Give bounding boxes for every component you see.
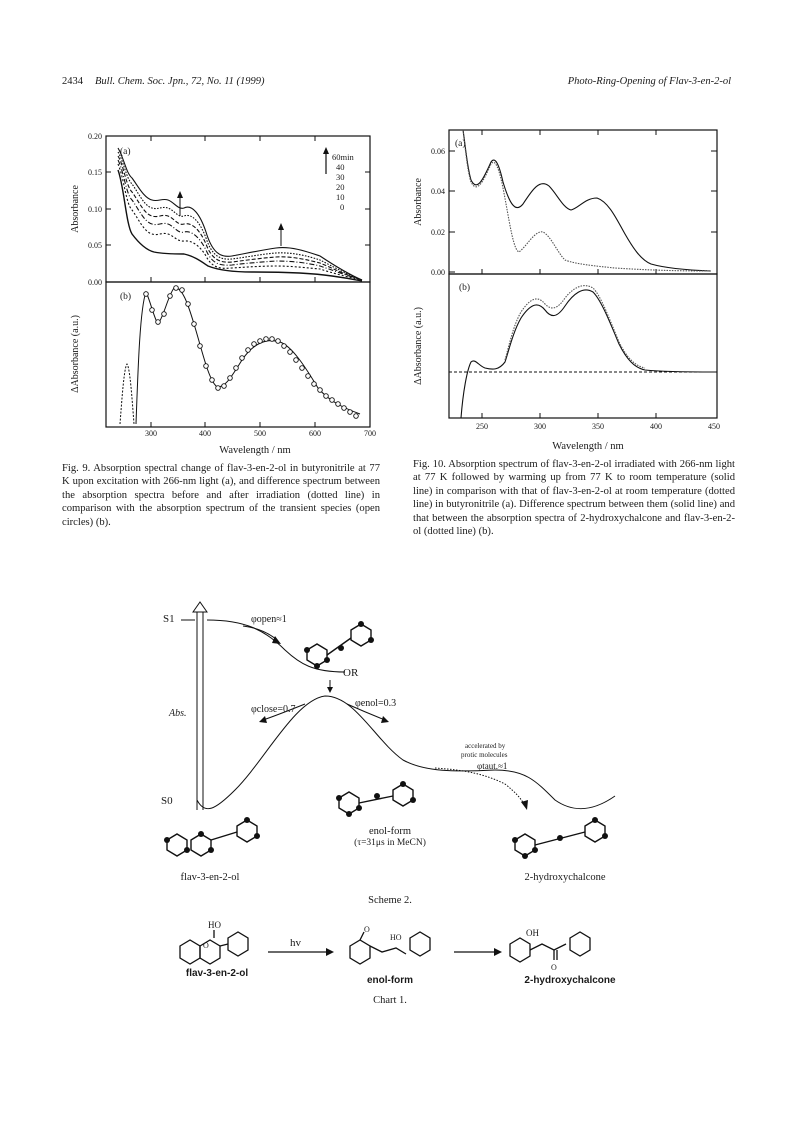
phi-open-label: φopen≈1: [251, 614, 287, 625]
phi-taut-label: φtaut.≈1: [477, 761, 508, 771]
fig9-legend-item: 0: [340, 202, 345, 212]
running-title: Photo-Ring-Opening of Flav-3-en-2-ol: [567, 76, 731, 87]
fig9-xtick: 700: [364, 429, 376, 438]
fig10-plot: [405, 122, 735, 432]
journal-citation: Bull. Chem. Soc. Jpn., 72, No. 11 (1999): [95, 76, 265, 87]
fig10-xtick: 250: [476, 422, 488, 431]
chart1-enol-oxygen: O: [364, 925, 370, 934]
chart1-carbonyl-o: O: [551, 963, 557, 972]
fig10-xtick: 400: [650, 422, 662, 431]
or-label: OR: [343, 667, 359, 679]
fig9-xtick: 400: [199, 429, 211, 438]
fig9-ylabel-b: ΔAbsorbance (a.u.): [70, 315, 81, 393]
chart1-oh: OH: [526, 928, 539, 938]
fig10-xtick: 450: [708, 422, 720, 431]
fig9-ytick: 0.00: [88, 278, 102, 287]
fig10-ytick: 0.02: [431, 228, 445, 237]
fig9-ytick: 0.20: [88, 132, 102, 141]
enol-form-label: enol-form: [369, 826, 411, 837]
accelerated-label: accelerated by: [465, 742, 506, 750]
fig10-caption: Fig. 10. Absorption spectrum of flav-3-en-2-ol irradiated with 266-nm light at 77 K followed by warming up from 77 K to room temperature (solid line) in comparison with that of flav-3-en-2-ol at room temperature (dotted line) in butyronitrile (a). Difference spectrum between them (solid line) and that between the absorption spectra of 2-hydroxychalcone and flav-3-en-2-ol (dotted line) (b).: [413, 459, 735, 538]
fig9-legend-item: 20: [336, 182, 345, 192]
fig9-plot: [62, 128, 382, 468]
scheme2-caption: Scheme 2.: [368, 895, 412, 906]
fig10-ytick: 0.06: [431, 147, 445, 156]
phi-close-label: φclose=0.7: [251, 704, 296, 715]
fig10-xtick: 300: [534, 422, 546, 431]
fig9-xtick: 600: [309, 429, 321, 438]
fig9-legend-item: 30: [336, 172, 345, 182]
fig9-legend-item: 60min: [332, 152, 354, 162]
fig9-xtick: 500: [254, 429, 266, 438]
fig9-xtick: 300: [145, 429, 157, 438]
fig10-xtick: 350: [592, 422, 604, 431]
enol-lifetime-label: (τ=31μs in MeCN): [354, 838, 426, 848]
chart1-enol-label: enol-form: [366, 975, 414, 986]
chart1-ring-oxygen: O: [203, 941, 209, 950]
fig10-ytick: 0.04: [431, 187, 445, 196]
scheme-flavenol-label: flav-3-en-2-ol: [180, 872, 240, 883]
fig9-legend-item: 10: [336, 192, 345, 202]
protic-label: protic molecules: [461, 751, 508, 759]
fig9-xlabel: Wavelength / nm: [219, 445, 291, 456]
fig9-panel-b-label: (b): [120, 292, 132, 302]
hv-label: hv: [290, 937, 301, 949]
phi-enol-label: φenol=0.3: [355, 698, 397, 709]
or-molecule-sketch: [307, 624, 371, 666]
fig9-ylabel-a: Absorbance: [70, 185, 81, 233]
chart1-flavenol-label: flav-3-en-2-ol: [185, 968, 249, 979]
fig9-ytick: 0.05: [88, 241, 102, 250]
fig9-ytick: 0.10: [88, 205, 102, 214]
s1-label: S1: [163, 613, 175, 625]
fig9-caption: Fig. 9. Absorption spectral change of flav-3-en-2-ol in butyronitrile at 77 K upon excitation with 266-nm light (a), and difference spectrum between the absorption spectra before and after irradiation (dotted line) in comparison with the absorption spectrum of the transient species (open circles) (b).: [62, 463, 380, 528]
fig10-xlabel: Wavelength / nm: [552, 441, 624, 452]
chart1-chalcone-label: 2-hydroxychalcone: [524, 975, 616, 986]
fig10-ylabel-b: ΔAbsorbance (a.u.): [413, 307, 424, 385]
enol-molecule-sketch: [339, 784, 413, 814]
abs-label: Abs.: [169, 708, 187, 719]
fig10-ytick: 0.00: [431, 268, 445, 277]
chart1-ho-flavenol: HO: [208, 920, 221, 930]
fig10-panel-a-label: (a): [455, 139, 466, 149]
scheme-chalcone-label: 2-hydroxychalcone: [524, 872, 606, 883]
fig9-panel-a-label: (a): [120, 147, 131, 157]
fig10-panel-b-label: (b): [459, 283, 471, 293]
fig9-ytick: 0.15: [88, 168, 102, 177]
s0-label: S0: [161, 795, 173, 807]
fig10-ylabel-a: Absorbance: [413, 178, 424, 226]
chart1-ho-enol: HO: [390, 933, 402, 942]
fig9-legend-item: 40: [336, 162, 345, 172]
chart1-caption: Chart 1.: [373, 995, 407, 1006]
page-number: 2434: [62, 76, 83, 87]
